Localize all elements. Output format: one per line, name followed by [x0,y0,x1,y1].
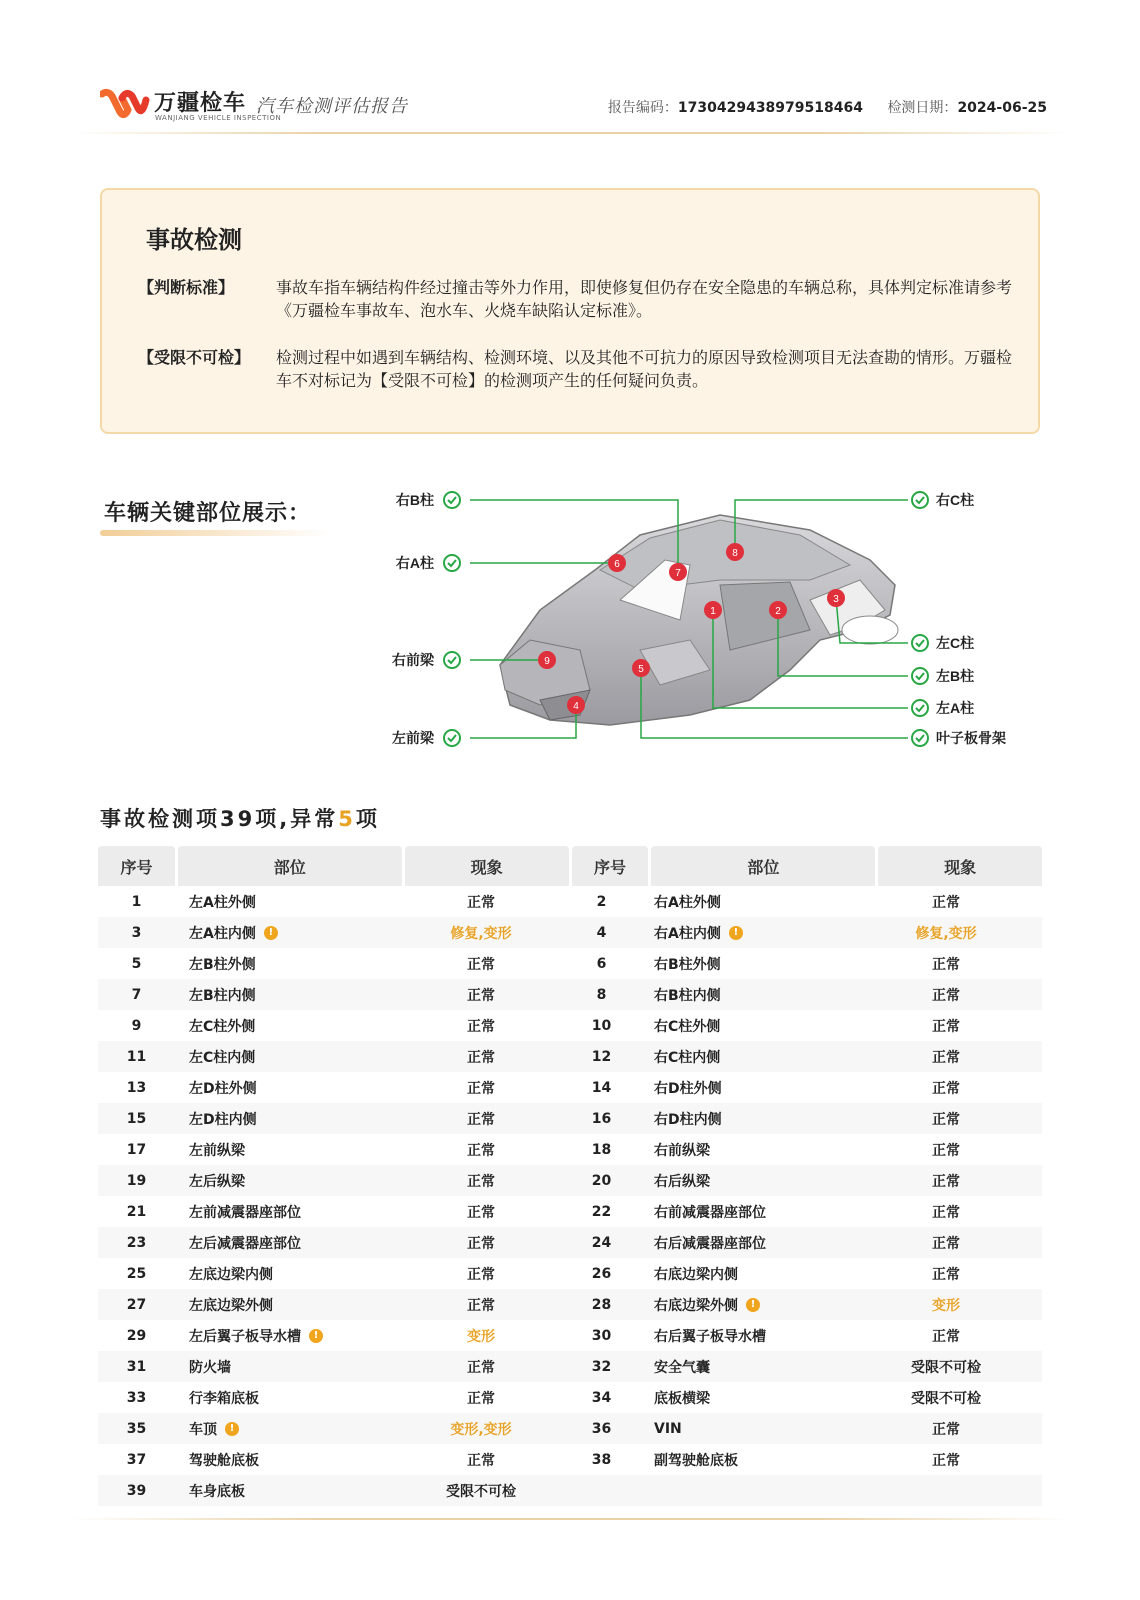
part-name: VIN [654,1420,682,1437]
stats-mid: 项,异常 [255,807,339,831]
cell-part [640,1016,864,1036]
check-circle-icon [912,730,928,746]
part-name: 右底边梁内侧 [654,1266,738,1283]
table-body [98,886,1042,1506]
cell-part [640,1450,864,1470]
cell-seq: 16 [591,1110,612,1127]
part-name: 左D柱内侧 [189,1111,257,1128]
check-circle-icon [444,652,460,668]
cell-seq: 23 [126,1234,147,1251]
accident-info-box [100,188,1040,434]
cell-part [175,1047,399,1067]
part-name: 左前减震器座部位 [189,1204,301,1221]
cell-phenomenon: 变形 [467,1328,495,1345]
cell-phenomenon: 正常 [932,1111,960,1128]
part-name: 行李箱底板 [189,1390,259,1407]
check-circle-icon [444,730,460,746]
part-name: 右B柱外侧 [654,956,721,973]
cell-phenomenon: 正常 [467,1080,495,1097]
part-name: 右后减震器座部位 [654,1235,766,1252]
table-row [98,1289,1042,1320]
label-right-c-pillar: 右C柱 [936,492,975,508]
cell-seq: 39 [126,1482,147,1499]
part-name: 左C柱外侧 [189,1018,256,1035]
cell-phenomenon: 正常 [467,1390,495,1407]
label-left-front-beam: 左前梁 [392,730,434,746]
cell-seq: 25 [126,1265,147,1282]
cell-part [175,954,399,974]
part-name: 右前减震器座部位 [654,1204,766,1221]
cell-part [640,1326,864,1346]
marker-7: 7 [675,568,681,579]
cell-seq: 31 [126,1358,147,1375]
cell-phenomenon: 受限不可检 [911,1359,981,1376]
label-left-a-pillar: 左A柱 [936,700,975,716]
report-header [0,0,1140,140]
part-name: 底板横梁 [654,1390,710,1407]
stats-suffix: 项 [355,807,380,831]
label-right-front-beam: 右前梁 [392,652,434,668]
cell-phenomenon: 正常 [932,956,960,973]
check-circle-icon [444,555,460,571]
cell-phenomenon: 正常 [932,1266,960,1283]
part-name: 左D柱外侧 [189,1080,257,1097]
part-name: 右A柱外侧 [654,894,721,911]
header-part: 部位 [178,846,402,886]
warning-icon: ! [746,1298,760,1312]
cell-seq: 21 [126,1203,147,1220]
cell-part [640,1109,864,1129]
header-seq: 序号 [98,846,175,886]
cell-seq: 12 [591,1048,612,1065]
cell-phenomenon: 正常 [467,1173,495,1190]
cell-phenomenon: 变形,变形 [450,1421,512,1438]
cell-part [175,1264,399,1284]
cell-seq: 38 [591,1451,612,1468]
cell-seq: 11 [126,1048,147,1065]
part-name: 右C柱外侧 [654,1018,721,1035]
part-name: 右后纵梁 [654,1173,710,1190]
cell-phenomenon: 正常 [932,1235,960,1252]
table-row [98,917,1042,948]
part-name: 左A柱内侧 [189,925,256,942]
part-name: 右D柱外侧 [654,1080,722,1097]
check-circle-icon [444,492,460,508]
check-circle-icon [912,492,928,508]
report-slogan: 汽车检测评估报告 [256,96,408,117]
cell-seq: 4 [596,924,607,941]
cell-seq: 18 [591,1141,612,1158]
label-left-c-pillar: 左C柱 [936,635,975,651]
stats-prefix: 事故检测项 [100,807,220,831]
table-row [98,1475,1042,1506]
cell-phenomenon: 正常 [467,894,495,911]
table-row [98,1382,1042,1413]
cell-part [640,923,864,943]
marker-2: 2 [775,606,781,617]
cell-part [640,954,864,974]
cell-phenomenon: 正常 [467,987,495,1004]
cell-phenomenon: 正常 [932,1421,960,1438]
report-no: 1730429438979518464 [677,100,863,116]
info-text: 事故车指车辆结构件经过撞击等外力作用，即使修复但仍存在安全隐患的车辆总称，具体判定标准请参考《万疆检车事故车、泡水车、火烧车缺陷认定标准》。 [276,278,1013,320]
warning-icon: ! [309,1329,323,1343]
cell-seq: 5 [131,955,142,972]
header-divider [70,132,1070,134]
cell-part [175,1202,399,1222]
warning-icon: ! [729,926,743,940]
table-row [98,886,1042,917]
key-positions-title: 车辆关键部位展示： [104,501,312,526]
cell-seq: 9 [131,1017,142,1034]
cell-phenomenon: 修复,变形 [915,925,977,942]
cell-seq: 6 [596,955,607,972]
cell-part [175,1078,399,1098]
cell-seq: 35 [126,1420,147,1437]
table-header [98,846,1042,886]
marker-4: 4 [573,701,579,712]
cell-part [640,892,864,912]
part-name: 左后翼子板导水槽 [189,1328,301,1345]
cell-seq: 3 [131,924,142,941]
info-text: 检测过程中如遇到车辆结构、检测环境、以及其他不可抗力的原因导致检测项目无法查勘的情形。万疆检车不对标记为【受限不可检】的检测项产生的任何疑问负责。 [276,348,1013,390]
cell-part [640,1388,864,1408]
cell-phenomenon: 正常 [932,1452,960,1469]
label-left-b-pillar: 左B柱 [936,668,975,684]
cell-seq: 1 [131,893,142,910]
cell-part [640,1233,864,1253]
cell-seq: 8 [596,986,607,1003]
header-phenomenon: 现象 [878,846,1042,886]
cell-part [640,985,864,1005]
marker-9: 9 [544,656,550,667]
marker-8: 8 [732,548,738,559]
part-name: 驾驶舱底板 [189,1452,259,1469]
cell-phenomenon: 正常 [932,1173,960,1190]
label-right-a-pillar: 右A柱 [395,555,434,571]
brand-subtitle: WANJIANG VEHICLE INSPECTION [155,114,282,122]
table-row [98,979,1042,1010]
part-name: 左前纵梁 [189,1142,245,1159]
table-row [98,1072,1042,1103]
warning-icon: ! [264,926,278,940]
cell-phenomenon: 正常 [932,987,960,1004]
info-key: 【判断标准】 [138,278,235,297]
part-name: 右后翼子板导水槽 [654,1328,766,1345]
part-name: 安全气囊 [654,1359,710,1376]
cell-seq: 28 [591,1296,612,1313]
part-name: 左A柱外侧 [189,894,256,911]
title-underline [100,530,330,536]
cell-part [175,892,399,912]
marker-1: 1 [710,606,716,617]
cell-phenomenon: 正常 [932,1204,960,1221]
header-part: 部位 [651,846,875,886]
section-title: 事故检测 [146,226,242,254]
report-meta [608,97,1047,117]
cell-phenomenon: 正常 [467,1452,495,1469]
warning-icon: ! [225,1422,239,1436]
stats-total: 39 [220,807,256,831]
cell-part [175,1295,399,1315]
cell-part [175,923,399,943]
cell-phenomenon: 变形 [932,1297,960,1314]
marker-5: 5 [638,664,644,675]
cell-part [175,1233,399,1253]
info-key: 【受限不可检】 [138,348,251,367]
cell-part [175,1357,399,1377]
cell-phenomenon: 正常 [467,1049,495,1066]
cell-part [175,1171,399,1191]
cell-part [640,1357,864,1377]
table-row [98,1165,1042,1196]
cell-phenomenon: 正常 [467,1204,495,1221]
cell-part [175,1109,399,1129]
table-row [98,1444,1042,1475]
cell-part [640,1078,864,1098]
part-name: 左后减震器座部位 [189,1235,301,1252]
cell-phenomenon: 正常 [932,1328,960,1345]
cell-part [640,1295,864,1315]
table-row [98,1413,1042,1444]
cell-phenomenon: 正常 [467,1266,495,1283]
cell-seq: 19 [126,1172,147,1189]
table-row [98,948,1042,979]
part-name: 副驾驶舱底板 [654,1452,738,1469]
cell-seq: 20 [591,1172,612,1189]
inspection-table [98,846,1042,1506]
inspection-stats [100,803,380,833]
cell-phenomenon: 正常 [932,1080,960,1097]
cell-part [175,1450,399,1470]
cell-part [640,1421,864,1437]
cell-phenomenon: 正常 [467,1142,495,1159]
cell-phenomenon: 正常 [932,1049,960,1066]
cell-seq: 14 [591,1079,612,1096]
inspection-date: 2024-06-25 [957,100,1047,116]
check-circle-icon [912,635,928,651]
cell-part [175,1481,399,1501]
cell-part [640,1264,864,1284]
part-name: 车顶 [189,1421,217,1438]
cell-part [640,1202,864,1222]
cell-phenomenon: 正常 [467,1018,495,1035]
part-name: 右C柱内侧 [654,1049,721,1066]
cell-seq: 26 [591,1265,612,1282]
table-row [98,1227,1042,1258]
cell-seq: 33 [126,1389,147,1406]
table-row [98,1010,1042,1041]
check-circle-icon [912,700,928,716]
cell-seq: 24 [591,1234,612,1251]
cell-seq: 29 [126,1327,147,1344]
table-row [98,1134,1042,1165]
cell-phenomenon: 正常 [467,956,495,973]
cell-phenomenon: 修复,变形 [450,925,512,942]
part-name: 左后纵梁 [189,1173,245,1190]
cell-phenomenon: 受限不可检 [446,1483,516,1500]
cell-part [175,1016,399,1036]
part-name: 左B柱外侧 [189,956,256,973]
stats-abnormal-count: 5 [338,807,356,831]
cell-seq: 2 [596,893,607,910]
check-circle-icon [912,668,928,684]
table-row [98,1103,1042,1134]
cell-seq: 34 [591,1389,612,1406]
part-name: 防火墙 [189,1359,231,1376]
cell-part [175,1326,399,1346]
cell-seq: 15 [126,1110,147,1127]
cell-phenomenon: 正常 [467,1111,495,1128]
cell-phenomenon: 正常 [467,1359,495,1376]
part-name: 左底边梁内侧 [189,1266,273,1283]
label-right-b-pillar: 右B柱 [395,492,434,508]
marker-6: 6 [614,559,620,570]
cell-part [640,1047,864,1067]
part-name: 左底边梁外侧 [189,1297,273,1314]
cell-seq: 30 [591,1327,612,1344]
cell-phenomenon: 受限不可检 [911,1390,981,1407]
report-no-label: 报告编码： [607,100,678,116]
cell-seq: 27 [126,1296,147,1313]
table-row [98,1196,1042,1227]
cell-seq: 32 [591,1358,612,1375]
part-name: 右底边梁外侧 [654,1297,738,1314]
cell-seq: 22 [591,1203,612,1220]
part-name: 车身底板 [189,1483,245,1500]
cell-part [175,985,399,1005]
cell-phenomenon: 正常 [467,1297,495,1314]
cell-phenomenon: 正常 [932,894,960,911]
cell-seq: 7 [131,986,142,1003]
part-name: 右前纵梁 [654,1142,710,1159]
cell-phenomenon: 正常 [932,1142,960,1159]
table-row [98,1320,1042,1351]
cell-part [175,1388,399,1408]
wanjiang-logo-icon [100,86,150,122]
cell-part [175,1419,399,1439]
header-phenomenon: 现象 [405,846,569,886]
cell-part [175,1140,399,1160]
cell-seq: 17 [126,1141,147,1158]
part-name: 左B柱内侧 [189,987,256,1004]
cell-seq: 13 [126,1079,147,1096]
label-fender-frame: 叶子板骨架 [936,730,1006,746]
cell-phenomenon: 正常 [932,1018,960,1035]
header-seq: 序号 [572,846,649,886]
cell-seq: 37 [126,1451,147,1468]
table-row [98,1258,1042,1289]
cell-part [640,1171,864,1191]
table-row [98,1041,1042,1072]
table-row [98,1351,1042,1382]
part-name: 右D柱内侧 [654,1111,722,1128]
cell-seq: 10 [591,1017,612,1034]
marker-3: 3 [833,594,839,605]
car-body-diagram [390,490,1040,780]
part-name: 右A柱内侧 [654,925,721,942]
date-label: 检测日期： [887,100,958,116]
part-name: 左C柱内侧 [189,1049,256,1066]
brand-name: 万疆检车 [154,91,247,116]
part-name: 右B柱内侧 [654,987,721,1004]
cell-part [640,1140,864,1160]
footer-divider [70,1518,1070,1520]
cell-seq: 36 [591,1420,612,1437]
cell-phenomenon: 正常 [467,1235,495,1252]
